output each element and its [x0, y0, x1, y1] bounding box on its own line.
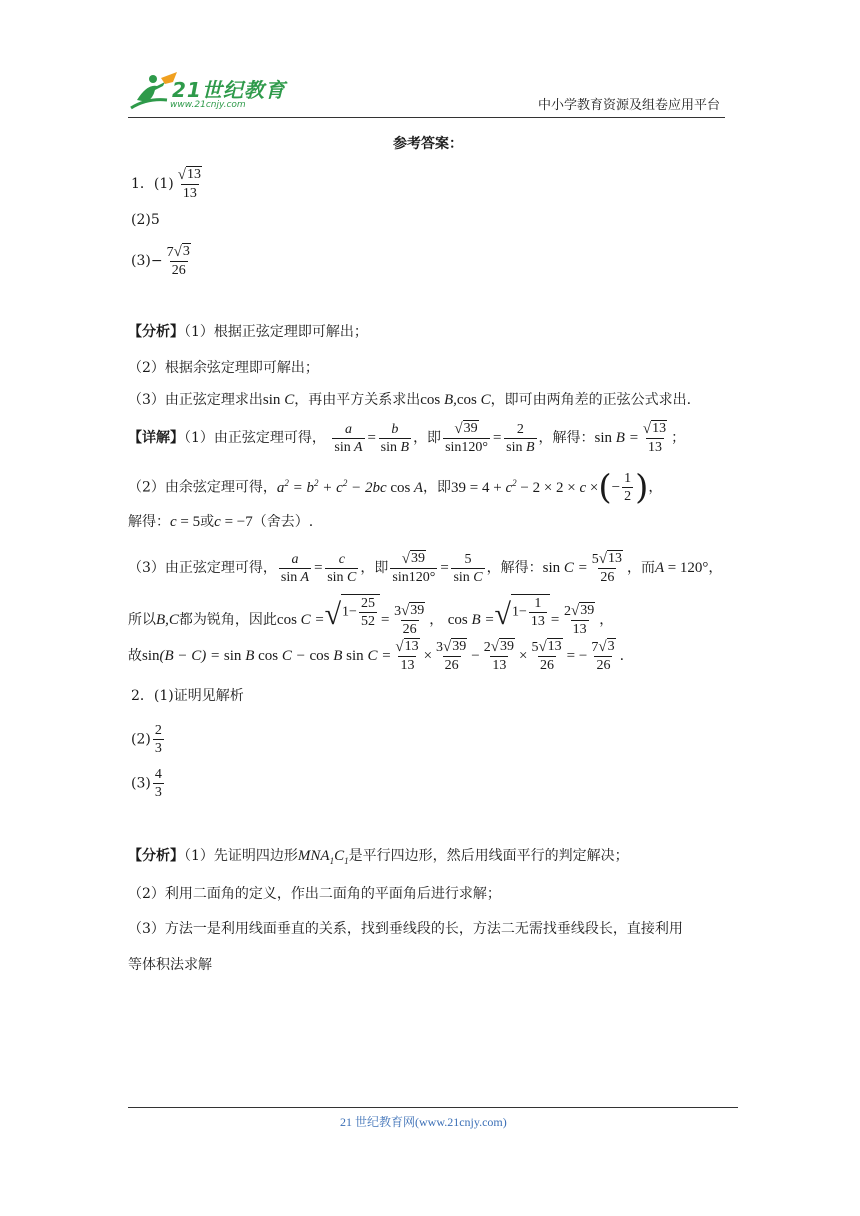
q1-detail-4: 所以B,C都为锐角，因此cos C = √ 1− $\frac{25}{52}$ = 3 √ 39 26 ， cos B = √ 1− $\frac{1}{13}$ = 2 √ 39 13 ， [128, 596, 614, 637]
q2-analysis-1: 【分析】（1）先证明四边形$MNA_1C_1$是平行四边形，然后用线面平行的判定解决； [128, 848, 629, 866]
q1-part1: 1．(1) √ 13 13 [131, 167, 201, 201]
q2-analysis-2: （2）利用二面角的定义，作出二面角的平面角后进行求解； [128, 886, 501, 902]
q1-detail-2: （2）由余弦定理可得，$a^2 = b^2 + c^2 - 2bc$ cos A，即$39 = 4 + c^2 - 2 \times 2 \times c$ ×(− $\frac{1}{2}$ )， [128, 467, 663, 508]
footer-link[interactable]: 21 世纪教育网(www.21cnjy.com) [340, 1115, 507, 1129]
logo-text: 21世纪教育 [172, 78, 286, 102]
q1-detail-2-result: 解得：c = 5或c = −7（舍去）. [128, 514, 314, 530]
answer-title: 参考答案： [393, 136, 463, 152]
logo-url: www.21cnjy.com [170, 100, 246, 110]
q2-part2: (2) $\frac{2}{3}$ [131, 723, 162, 756]
footer-rule [128, 1107, 738, 1108]
q1-detail-3: （3）由正弦定理可得， $\frac{a}{\text{sin A}}$ = $\frac{c}{\text{sin C}}$ ，即 √ 39 sin120° = $\frac{5}{\text{sin C}}$ ，解得：sin C = 5 √ 13 26 ，而A = 120°， [128, 551, 723, 585]
q2-part3: (3) $\frac{4}{3}$ [131, 767, 162, 800]
q1-part3: (3)− 7 √ 3 26 [131, 244, 190, 278]
q2-analysis-3: （3）方法一是利用线面垂直的关系，找到垂线段的长，方法二无需找垂线段长，直接利用 [128, 921, 683, 937]
q1-detail-5: 故sin(B − C) = sin B cos C − cos B sin C = √ 13 13 × 3 √ 39 26 − 2 √ 39 13 × 5 √ 13 26 = − 7 √ 3 26 . [128, 639, 625, 673]
q1-analysis-3: （3）由正弦定理求出sin C，再由平方关系求出cos B,cos C，即可由两角差的正弦公式求出. [128, 392, 692, 408]
q1-detail-1: 【详解】（1）由正弦定理可得， $\frac{a}{\text{sin A}}$ = $\frac{b}{\text{sin B}}$ ，即 √ 39 sin120° = $\frac{2}{\text{sin B}}$ ，解得：sin B = √ 13 13 ； [128, 421, 686, 455]
platform-name: 中小学教育资源及组卷应用平台 [538, 98, 721, 113]
header-rule [128, 117, 725, 118]
q2-part1: 2．(1)证明见解析 [131, 688, 244, 704]
q1-analysis-2: （2）根据余弦定理即可解出； [128, 360, 319, 376]
q1-part2: (2)5 [131, 212, 160, 228]
q1-analysis-1: 【分析】（1）根据正弦定理即可解出； [128, 324, 368, 340]
q2-analysis-4: 等体积法求解 [128, 957, 212, 973]
